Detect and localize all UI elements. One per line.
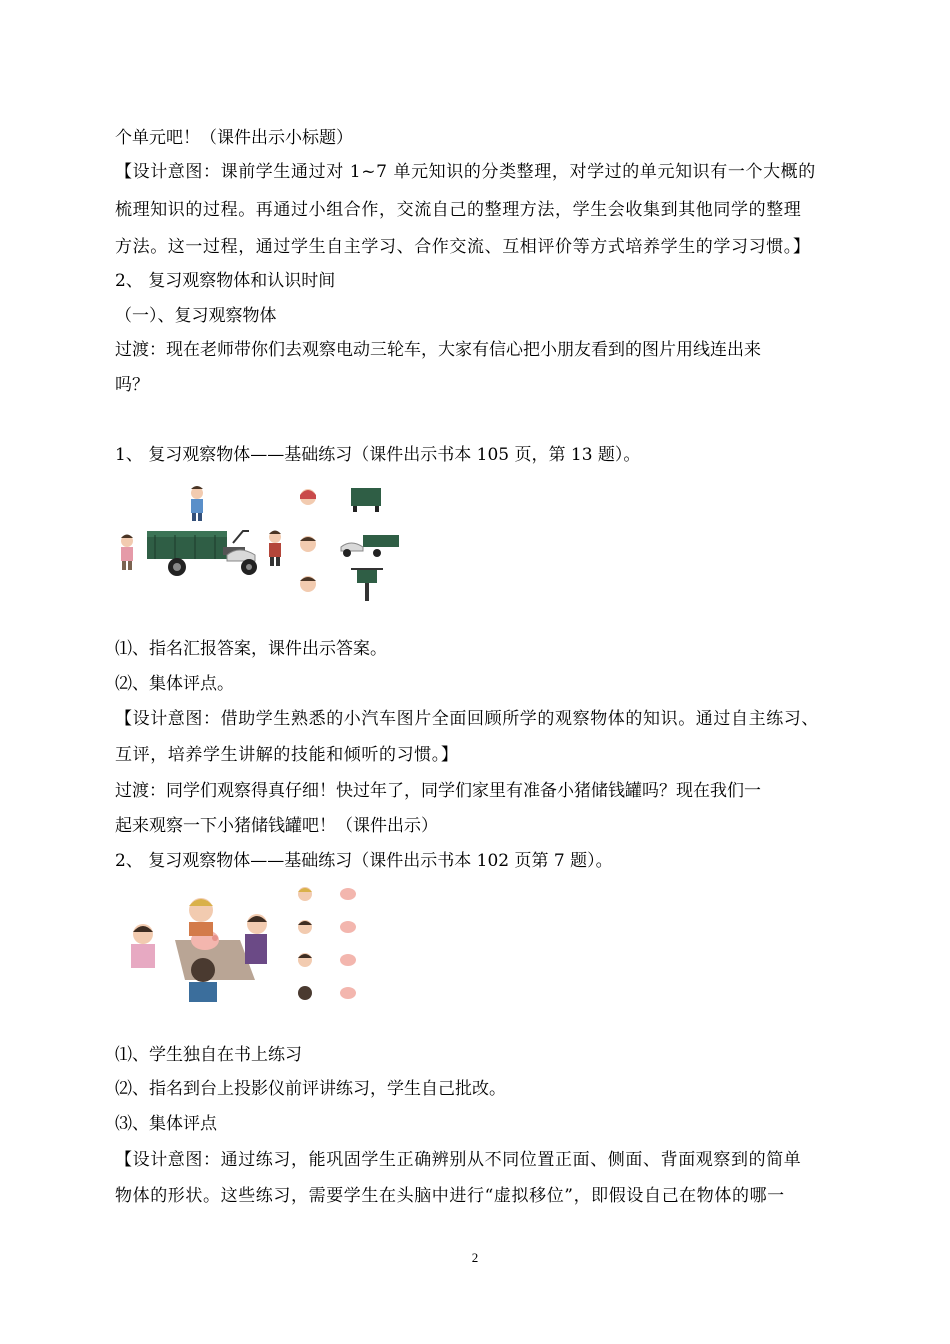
piggy-bank-illustration: [115, 884, 365, 1009]
design-intent-1-line-1: 【设计意图：课前学生通过对 1~7 单元知识的分类整理，对学过的单元知识有一个大概的: [115, 162, 816, 182]
design-intent-3-line-2: 物体的形状。这些练习，需要学生在头脑中进行“虚拟移位”，即假设自己在物体的哪一: [115, 1186, 785, 1206]
design-intent-2-line-1: 【设计意图：借助学生熟悉的小汽车图片全面回顾所学的观察物体的知识。通过自主练习、: [115, 709, 819, 729]
design-intent-2-line-2: 互评，培养学生讲解的技能和倾听的习惯。】: [115, 745, 459, 765]
design-intent-1-line-3: 方法。这一过程，通过学生自主学习、合作交流、互相评价等方式培养学生的学习习惯。】: [115, 237, 811, 257]
piggy-bank-views-column: [340, 888, 356, 999]
subsection-heading-1: （一）、复习观察物体: [115, 306, 277, 326]
design-intent-3-line-1: 【设计意图：通过练习，能巩固学生正确辨别从不同位置正面、侧面、背面观察到的简单: [115, 1150, 802, 1170]
step-2-review: ⑵、指名到台上投影仪前评讲练习，学生自己批改。: [115, 1079, 506, 1099]
child-faces-column: [298, 887, 312, 1000]
transition-1-line-2: 吗？: [115, 375, 149, 395]
child-figure-right: [269, 531, 281, 567]
page-number: 2: [471, 1250, 479, 1265]
section-heading-2: 2、 复习观察物体和认识时间: [115, 271, 336, 291]
step-3-evaluate: ⑶、集体评点: [115, 1114, 217, 1134]
child-right-of-table: [245, 914, 267, 964]
exercise-1-heading: 1、 复习观察物体——基础练习（课件出示书本 105 页，第 13 题）。: [115, 445, 641, 465]
exercise-2-heading: 2、 复习观察物体——基础练习（课件出示书本 102 页第 7 题）。: [115, 851, 613, 871]
electric-tricycle: [147, 531, 257, 576]
child-left-of-table: [131, 924, 155, 968]
step-1-practice: ⑴、学生独自在书上练习: [115, 1045, 302, 1065]
child-figure-left: [121, 535, 133, 571]
transition-2-line-2: 起来观察一下小猪储钱罐吧！（课件出示）: [115, 816, 438, 836]
table-with-piggy-bank: [175, 930, 255, 980]
tricycle-views-column: [341, 488, 399, 601]
child-figure-top: [191, 486, 203, 521]
transition-2-line-1: 过渡：同学们观察得真仔细！快过年了，同学们家里有准备小猪储钱罐吗？现在我们一: [115, 781, 761, 801]
child-behind-table: [189, 898, 213, 936]
design-intent-1-line-2: 梳理知识的过程。再通过小组合作，交流自己的整理方法，学生会收集到其他同学的整理: [115, 200, 802, 220]
text-line-1: 个单元吧！（课件出示小标题）: [115, 128, 353, 148]
step-2-evaluate: ⑵、集体评点。: [115, 674, 234, 694]
transition-1-line-1: 过渡：现在老师带你们去观察电动三轮车，大家有信心把小朋友看到的图片用线连出来: [115, 340, 761, 360]
step-1-report: ⑴、指名汇报答案，课件出示答案。: [115, 639, 387, 659]
child-faces-column: [300, 489, 316, 592]
tricycle-illustration: [115, 483, 405, 608]
